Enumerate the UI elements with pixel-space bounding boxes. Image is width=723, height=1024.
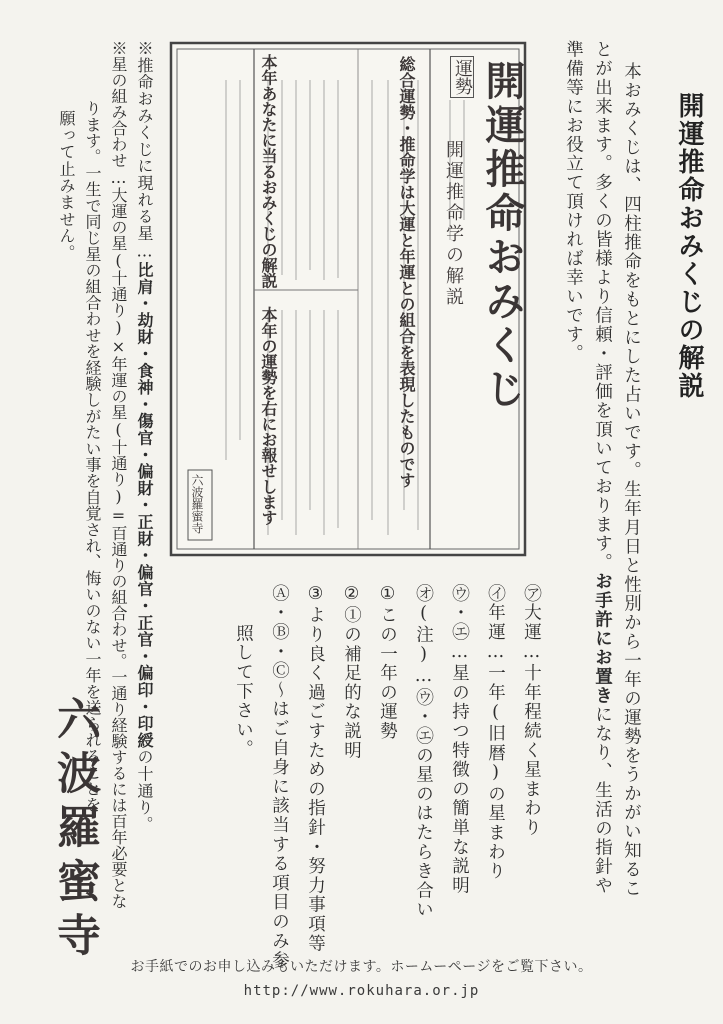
legend-text: 年運…一年(旧暦)の星まわり — [485, 603, 506, 882]
legend-item — [414, 584, 432, 920]
note-combinations-1: ※星の組み合わせ…大運の星(十通り)×年運の星(十通り)=百通りの組合わせ。一通り経験するには百年必要とな — [109, 40, 128, 909]
legend-text: 大運…十年程続く星まわり — [521, 603, 542, 838]
sample-card-section-1: 総合運勢・推命学は大運と年運との組合を表現したものです — [397, 56, 416, 488]
legend-text: ①の補足的な説明 — [341, 605, 362, 761]
legend-mark: ② — [341, 584, 362, 606]
footer-text: お手紙でのお申し込みもいただけます。ホームーページをご覧下さい。 — [130, 959, 593, 975]
intro-column-3: 準備等にお役立て頂ければ幸いです。 — [563, 40, 584, 363]
legend-mark: Ⓐ・Ⓑ・Ⓒ — [269, 584, 290, 681]
legend-text: 照して下さい。 — [233, 624, 254, 760]
legend-mark: ㋔ — [413, 584, 434, 604]
legend-text: …星の持つ特徴の簡単な説明 — [449, 641, 470, 896]
intro-column-2-text: とが出来ます。多くの皆様より信頼・評価を頂いております。 — [592, 40, 613, 572]
legend-text: この一年の運勢 — [377, 605, 398, 741]
note-combinations-3: 願って止みません。 — [57, 110, 76, 262]
legend-mark: ③ — [305, 584, 326, 606]
legend-mark: ㋑ — [485, 584, 506, 604]
legend-item — [342, 584, 360, 760]
legend-text: (注)…㋒・㋓の星のはたらき合い — [413, 603, 434, 920]
legend-mark: ㋒・㋓ — [449, 584, 470, 642]
legend-item — [234, 624, 252, 759]
note-combinations-2: ります。一生で同じ星の組合わせを経験しがたい事を自覚され、悔いのない一年を送られることを — [83, 100, 102, 813]
sample-card-svg — [168, 40, 528, 558]
legend-item — [270, 584, 288, 970]
legend-item — [450, 584, 468, 895]
intro-column-2-end: になり、生活の指針や — [592, 705, 613, 895]
page-title: 開運推命おみくじの解説 — [674, 92, 704, 400]
sample-omikuji-card — [168, 40, 528, 558]
note-stars-prefix: ※推命おみくじに現れる星… — [135, 40, 154, 262]
temple-name: 六波羅蜜寺 — [49, 696, 100, 966]
note-stars-suffix: の十通り。 — [135, 748, 154, 833]
legend-item — [306, 584, 324, 953]
homepage-link[interactable]: http://www.rokuhara.or.jp — [243, 983, 480, 999]
intro-column-1: 本おみくじは、四柱推命をもとにした占いです。生年月日と性別から一年の運勢をうかがい知るこ — [621, 62, 642, 898]
sample-card-seal: 六波羅蜜寺 — [190, 474, 204, 534]
legend-item — [378, 584, 396, 741]
legend-text: 〜はご自身に該当する項目のみ参 — [269, 680, 290, 970]
note-stars — [136, 40, 152, 833]
legend-item — [486, 584, 504, 881]
legend-mark: ㋐ — [521, 584, 542, 604]
legend-item — [522, 584, 540, 837]
sample-card-section-2: 本年あなたに当るおみくじの解説 本年の運勢を右にお報せします — [259, 54, 278, 526]
legend-mark: ① — [377, 584, 398, 606]
intro-column-2-bold: お手許にお置き — [592, 572, 613, 705]
intro-column-2 — [593, 40, 611, 895]
legend-text: より良く過ごすための指針・努力事項等 — [305, 605, 326, 954]
note-stars-list: 比肩・劫財・食神・傷官・偏財・正財・偏官・正官・偏印・印綬 — [135, 261, 154, 749]
sample-card-stamp: 運勢 — [450, 56, 474, 98]
sample-card-subheading: 開運推命学の解説 — [443, 140, 464, 308]
sample-card-heading: 開運推命おみくじ — [479, 60, 526, 412]
